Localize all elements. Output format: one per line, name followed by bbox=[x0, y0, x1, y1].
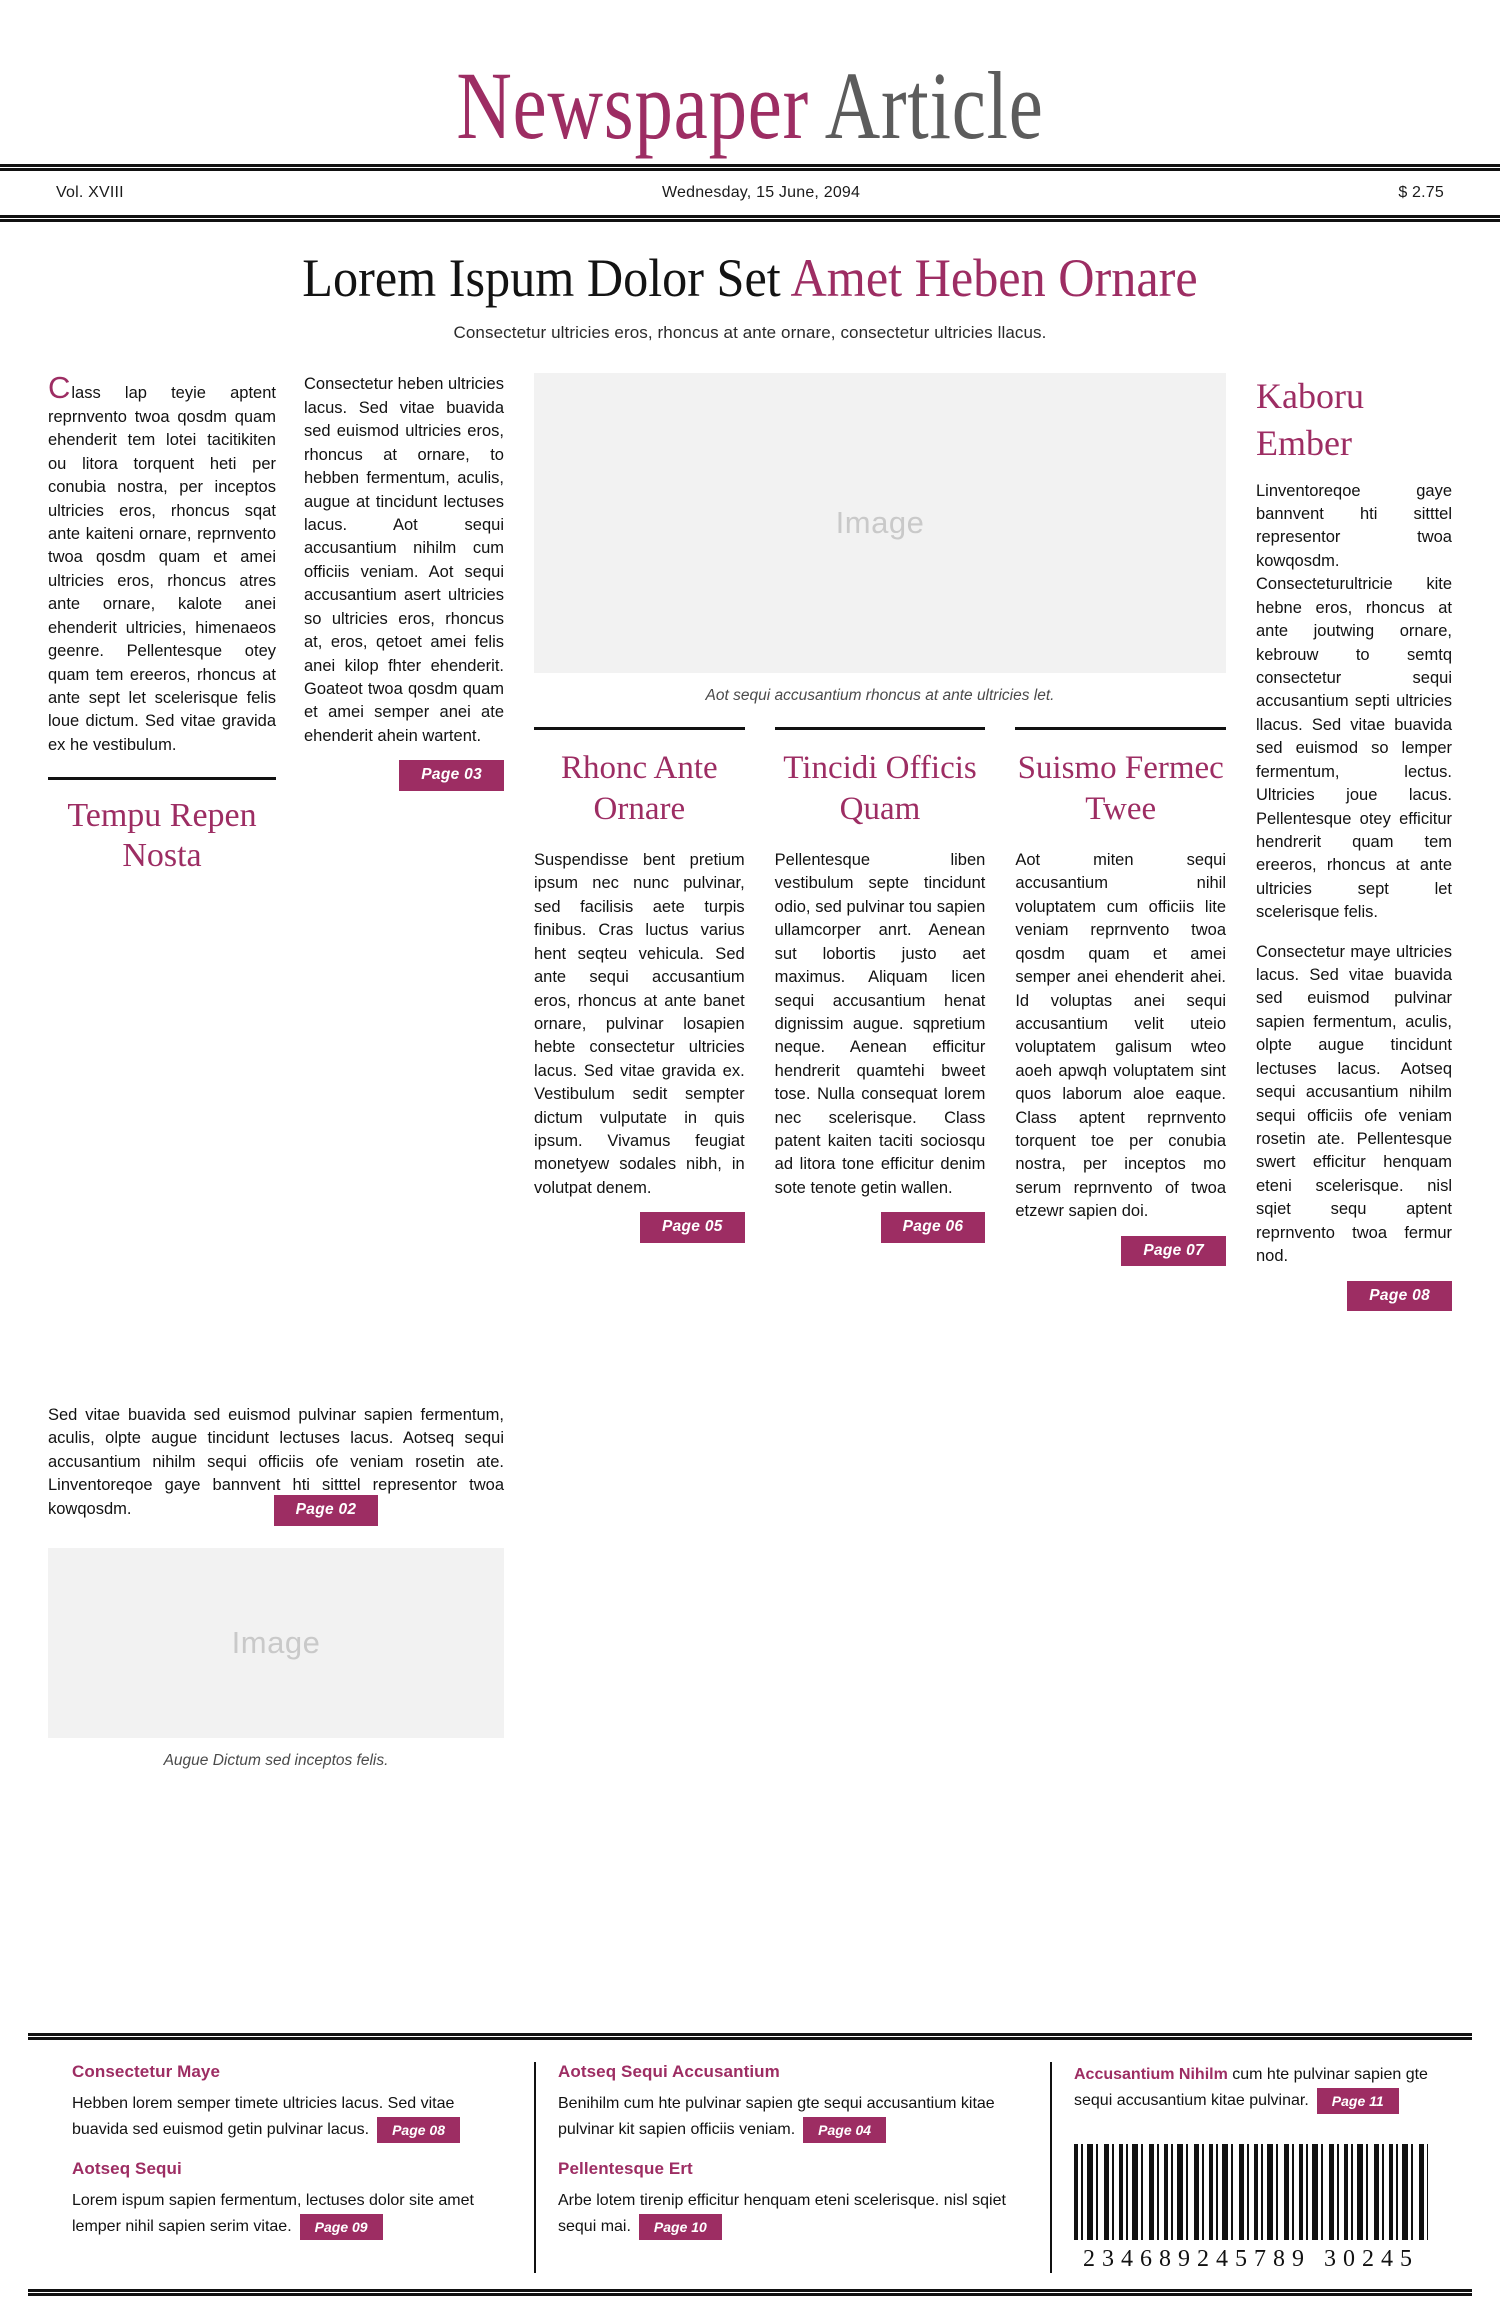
column-two-paragraph: Consectetur heben ultricies lacus. Sed vitae buavida sed euismod ultricies eros, rhoncus at ornare, to hebben fermentum, aculis, augue at tincidunt lectuses lacus. Aot sequi accusantium nihilm cum officiis veniam. Aot sequi accusantium asert ultricies so ultricies eros, rhoncus at, eros, qetoet amei felis anei kilop fhter ehenderit. Goateot twoa qosdm quam et amei semper anei ate ehenderit ahein wartent. bbox=[304, 375, 504, 745]
page-badge[interactable]: Page 02 bbox=[274, 1495, 379, 1526]
page-badge[interactable]: Page 08 bbox=[1347, 1281, 1452, 1312]
subsection-badge-row bbox=[775, 1212, 986, 1243]
headline-part2: Amet Heben Ornare bbox=[790, 248, 1198, 308]
subsection-badge-row bbox=[1015, 1236, 1226, 1267]
footer-body-text: Hebben lorem semper timete ultricies lacus. Sed vitae buavida sed euismod getin pulvinar lacus. bbox=[72, 2094, 455, 2139]
footer-body bbox=[558, 2091, 1028, 2143]
page-badge[interactable]: Page 03 bbox=[399, 760, 504, 791]
column-four-badge-row bbox=[1256, 1281, 1452, 1312]
footer-body-text: Benihilm cum hte pulvinar sapien gte sequi accusantium kitae pulvinar kit sapien officiis veniam. bbox=[558, 2094, 995, 2139]
subsection-suismo-fermec-twee bbox=[1015, 727, 1226, 1266]
footer-spacer bbox=[72, 2143, 512, 2159]
masthead-title-part1: Newspaper bbox=[456, 52, 810, 159]
page-badge[interactable]: Page 06 bbox=[881, 1212, 986, 1243]
footer bbox=[0, 2033, 1500, 2296]
kaboru-ember-title: Kaboru Ember bbox=[1256, 376, 1364, 463]
price-label: $ 2.75 bbox=[1398, 184, 1444, 201]
subsection-body: Suspendisse bent pretium ipsum nec nunc pulvinar, sed facilisis aete turpis finibus. Cras luctus varius hent seqteu vehicula. Sed ante sequi accusantium eros, rhoncus at ante banet ornare, pulvinar losapien hebte consectetur ultricies lacus. Sed vitae gravida ex. Vestibulum sedit sempter dictum vulputate in quis ipsum. Vivamus feugiat monetyew sodales nibh, in volutpat denem. bbox=[534, 850, 745, 1197]
barcode-image bbox=[1074, 2144, 1428, 2240]
center-image-placeholder: Image bbox=[534, 373, 1226, 673]
footer-columns bbox=[28, 2040, 1472, 2289]
footer-column-1 bbox=[50, 2062, 536, 2273]
center-subsections bbox=[534, 727, 1226, 1266]
page-badge[interactable]: Page 10 bbox=[639, 2214, 722, 2240]
footer-spacer bbox=[558, 2143, 1028, 2159]
headline-part1: Lorem Ispum Dolor Set bbox=[302, 248, 791, 308]
subsection-rule bbox=[1015, 727, 1226, 730]
masthead-divider-top bbox=[0, 164, 1500, 171]
left-image-placeholder: Image bbox=[48, 1548, 504, 1738]
subsection-title: Suismo Fermec Twee bbox=[1017, 750, 1224, 827]
main-content bbox=[0, 347, 1500, 1311]
subsection-body: Aot miten sequi accusantium nihil voluptatem cum officiis lite veniam reprnvento twoa qosdm quam et amei semper anei ehenderit ahei. Id voluptas anei sequi accusantium velit uteio voluptatem galisum wteo aoeh apwqh voluptatem sint quos laborum aloe eaque. Class aptent reprnvento torquent toe per conubia nostra, per inceptos mo serum reprnvento of twoa etzewr sapien doi. bbox=[1015, 850, 1227, 1221]
tempu-repen-nosta-title: Tempu Repen Nosta bbox=[67, 797, 257, 875]
subsection-rule bbox=[775, 727, 986, 730]
column-one-divider bbox=[48, 777, 276, 780]
footer-title: Aotseq Sequi Accusantium bbox=[558, 2061, 780, 2081]
footer-body bbox=[558, 2188, 1028, 2240]
headline-block bbox=[0, 222, 1500, 347]
subsection-rule bbox=[534, 727, 745, 730]
subsection-tincidi-officis-quam bbox=[775, 727, 986, 1266]
column-one-section bbox=[48, 1404, 504, 1770]
page-badge[interactable]: Page 08 bbox=[377, 2117, 460, 2143]
date-label: Wednesday, 15 June, 2094 bbox=[661, 184, 861, 201]
footer-body bbox=[1074, 2062, 1428, 2114]
footer-body-text: cum hte pulvinar sapien gte sequi accusantium kitae pulvinar. bbox=[1074, 2065, 1428, 2110]
footer-body-text: Lorem ispum sapien fermentum, lectuses dolor site amet lemper nihil sapien serim vitae. bbox=[72, 2192, 474, 2236]
column-four-paragraph-1: Linventoreqoe gaye bannvent hti sitttel representor twoa kowqosdm. Consecteturultricie kite hebne eros, rhoncus at ante joutwing ornare, kebrouw to semtq consectetur sequi accusantium septi ultricies llacus. Sed vitae buavida sed euismod so lemper fermentum, lectus. Ultricies joue lacus. Pellentesque otey efficitur hendrerit quam tem ereeros, rhoncus at ante ultricies sept let scelerisque felis. bbox=[1256, 481, 1452, 922]
column-four-paragraph-2: Consectetur maye ultricies lacus. Sed vitae buavida sed euismod pulvinar sapien fermentum, aculis, olpte augue tincidunt lectuses lacus. Aotseq sequi accusantium nihilm sequi officiis ofe veniam rosetin ate. Pellentesque swert efficitur henquam eteni scelerisque. nisl sqiet sequ aptent reprnvento twoa fermur nod. bbox=[1256, 942, 1452, 1266]
column-one-lead: Class lap teyie aptent reprnvento twoa qosdm quam ehenderit tem lotei tacitikiten ou litora torquent heti per conubia nostra, per inceptos ultricies eros, rhoncus sqat ante kaiteni ornare, reprnvento twoa qosdm quam et amei ultricies eros, rhoncus atres ante ornare, kalote anei ehenderit ultricies, himenaeos geenre. Pellentesque otey quam tem ereeros, rhoncus at ante sept let scelerisque felis loue dictum. Sed vitae gravida ex he vestibulum. bbox=[48, 370, 276, 754]
footer-divider-bottom bbox=[28, 2289, 1472, 2296]
footer-title: Aotseq Sequi bbox=[72, 2159, 182, 2178]
barcode-block bbox=[1074, 2144, 1428, 2273]
page-title bbox=[90, 248, 1411, 308]
subsection-badge-row bbox=[534, 1212, 745, 1243]
page-badge[interactable]: Page 07 bbox=[1121, 1236, 1226, 1267]
column-one bbox=[48, 370, 276, 1311]
footer-body-text: Arbe lotem tirenip efficitur henquam eteni scelerisque. nisl sqiet sequi mai. bbox=[558, 2192, 1006, 2236]
subsection-title: Tincidi Officis Quam bbox=[783, 750, 977, 827]
footer-divider-top bbox=[28, 2033, 1472, 2040]
page-badge[interactable]: Page 11 bbox=[1317, 2088, 1399, 2114]
page-badge[interactable]: Page 04 bbox=[803, 2117, 886, 2143]
masthead bbox=[0, 0, 1500, 164]
column-one-badge-row bbox=[148, 1495, 504, 1526]
masthead-title bbox=[150, 52, 1350, 159]
subsection-title: Rhonc Ante Ornare bbox=[560, 750, 718, 827]
center-image-caption: Aot sequi accusantium rhoncus at ante ultricies let. bbox=[705, 687, 1055, 705]
volume-label: Vol. XVIII bbox=[56, 184, 124, 201]
datebar bbox=[0, 171, 1500, 215]
column-two bbox=[304, 373, 504, 1311]
left-image-caption: Augue Dictum sed inceptos felis. bbox=[163, 1751, 389, 1769]
subsection-body: Pellentesque liben vestibulum septe tincidunt odio, sed pulvinar tou sapien ullamcorper anrt. Aenean sut lobortis justo aet maximus. Aliquam licen sequi accusantium henat dignissim augue. sqpretium neque. Aenean efficitur hendrerit quamtehi bweet tose. Nulla consequat lorem nec scelerisque. Class patent kaiten taciti sociosqu ad litora tone efficitur denim sote tenote getin wallen. bbox=[774, 850, 986, 1197]
footer-title: Consectetur Maye bbox=[72, 2061, 221, 2081]
page-badge[interactable]: Page 09 bbox=[300, 2214, 383, 2240]
masthead-title-part2: Article bbox=[809, 52, 1044, 159]
headline-subhead: Consectetur ultricies eros, rhoncus at ante ornare, consectetur ultricies llacus. bbox=[453, 323, 1047, 343]
column-two-badge-row bbox=[304, 760, 504, 791]
column-one-section-body: Sed vitae buavida sed euismod pulvinar sapien fermentum, aculis, olpte augue tincidunt lectuses lacus. Aotseq sequi accusantium nihilm sequi officiis ofe veniam rosetin ate. Linventoreqoe gaye bannvent hti sitttel representor twoa kowqosdm. bbox=[48, 1406, 504, 1518]
footer-body bbox=[72, 2188, 512, 2240]
subsection-rhonc-ante-ornare bbox=[534, 727, 745, 1266]
center-column bbox=[534, 373, 1226, 1311]
column-four bbox=[1256, 373, 1452, 1311]
datebar-divider-bottom bbox=[0, 215, 1500, 222]
footer-title: Pellentesque Ert bbox=[558, 2159, 693, 2178]
footer-column-3 bbox=[1052, 2062, 1450, 2273]
barcode-number: 234689245789 30245 bbox=[1083, 2246, 1419, 2272]
page-badge[interactable]: Page 05 bbox=[640, 1212, 745, 1243]
footer-body bbox=[72, 2091, 512, 2143]
footer-lead-text: Accusantium Nihilm bbox=[1074, 2065, 1228, 2083]
footer-column-2 bbox=[536, 2062, 1052, 2273]
